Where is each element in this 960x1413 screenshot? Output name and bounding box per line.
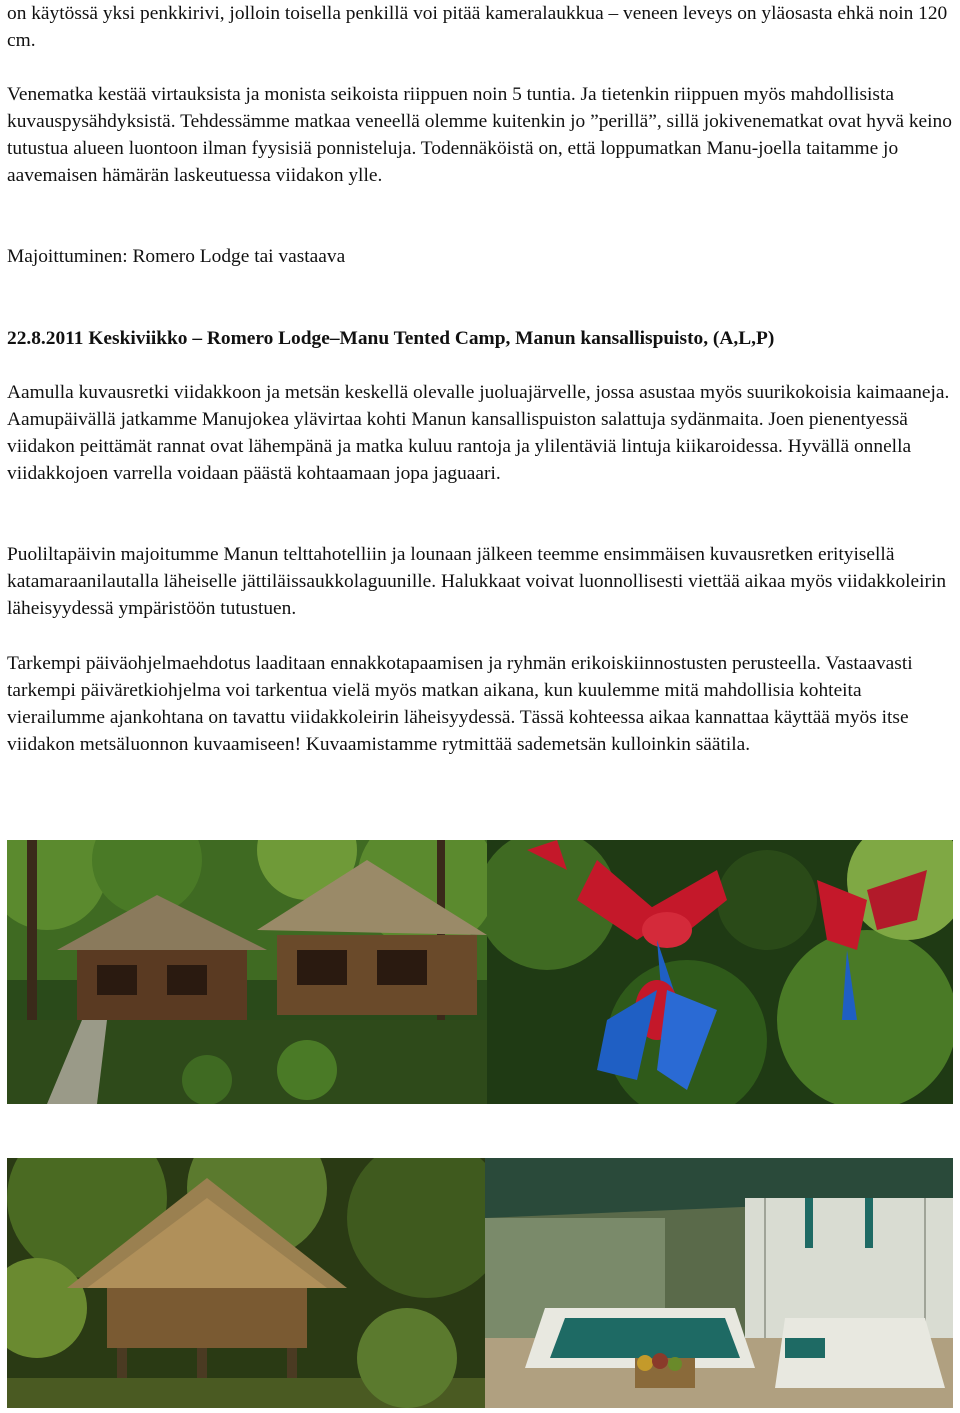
paragraph-5: Tarkempi päiväohjelmaehdotus laaditaan ennakkotapaamisen ja ryhmän erikoiskiinnostusten perusteella. Vastaavasti tarkempi päiväretkiohjelma voi tarkentua vielä myös matkan aikana, kun kuulemme mitä mahdollisia kohteita vierailumme ajankohtana on tavattu viidakkoleirin läheisyydessä. Tässä kohteessa aikaa kannattaa käyttää myös itse viidakon metsäluonnon kuvaamiseen! Kuvaamistamme rytmittää sademetsän kulloinkin säätila. bbox=[7, 653, 913, 755]
photo-macaws bbox=[487, 840, 953, 1104]
paragraph-accommodation: Majoittuminen: Romero Lodge tai vastaava bbox=[7, 246, 346, 267]
paragraph-1: on käytössä yksi penkkirivi, jolloin toisella penkillä voi pitää kameralaukkua – veneen leveys on yläosasta ehkä noin 120 cm. bbox=[7, 3, 948, 51]
paragraph-2: Venematka kestää virtauksista ja monista seikoista riippuen noin 5 tuntia. Ja tietenkin riippuen myös mahdollisista kuvauspysähdyksistä. Tehdessämme matkaa veneellä olemme kuitenkin jo ”perillä”, sillä jokivenematkat ovat hyvä keino tutustua alueen luontoon ilman fyysisiä ponnisteluja. Todennäköistä on, että loppumatkan Manu-joella taitamme jo aavemaisen hämärän laskeutuessa viidakon ylle. bbox=[7, 84, 952, 186]
day-heading: 22.8.2011 Keskiviikko – Romero Lodge–Manu Tented Camp, Manun kansallispuisto, (A,L,P) bbox=[7, 328, 775, 349]
photo-tented-camp-hut bbox=[7, 1158, 485, 1408]
photo-romero-lodge bbox=[7, 840, 487, 1104]
paragraph-3: Aamulla kuvausretki viidakkoon ja metsän keskellä olevalle juoluajärvelle, jossa asustaa myös suurikokoisia kaimaaneja. Aamupäivällä jatkamme Manujokea ylävirtaa kohti Manun kansallispuiston salattuja sydänmaita. Joen pienentyessä viidakon peittämät rannat ovat lähempänä ja matka kuluu rantoja ja ylilentäviä lintuja kiikaroidessa. Hyvällä onnella viidakkojoen varrella voidaan päästä kohtaamaan jopa jaguaari. bbox=[7, 382, 950, 484]
paragraph-4: Puoliltapäivin majoitumme Manun telttahotelliin ja lounaan jälkeen teemme ensimmäisen kuvausretken erityisellä katamaraanilautalla läheiselle jättiläissaukkolaguunille. Halukkaat voivat luonnollisesti viettää aikaa myös viidakkoleirin läheisyydessä ympäristöön tutustuen. bbox=[7, 544, 947, 619]
photo-tent-interior bbox=[485, 1158, 953, 1408]
